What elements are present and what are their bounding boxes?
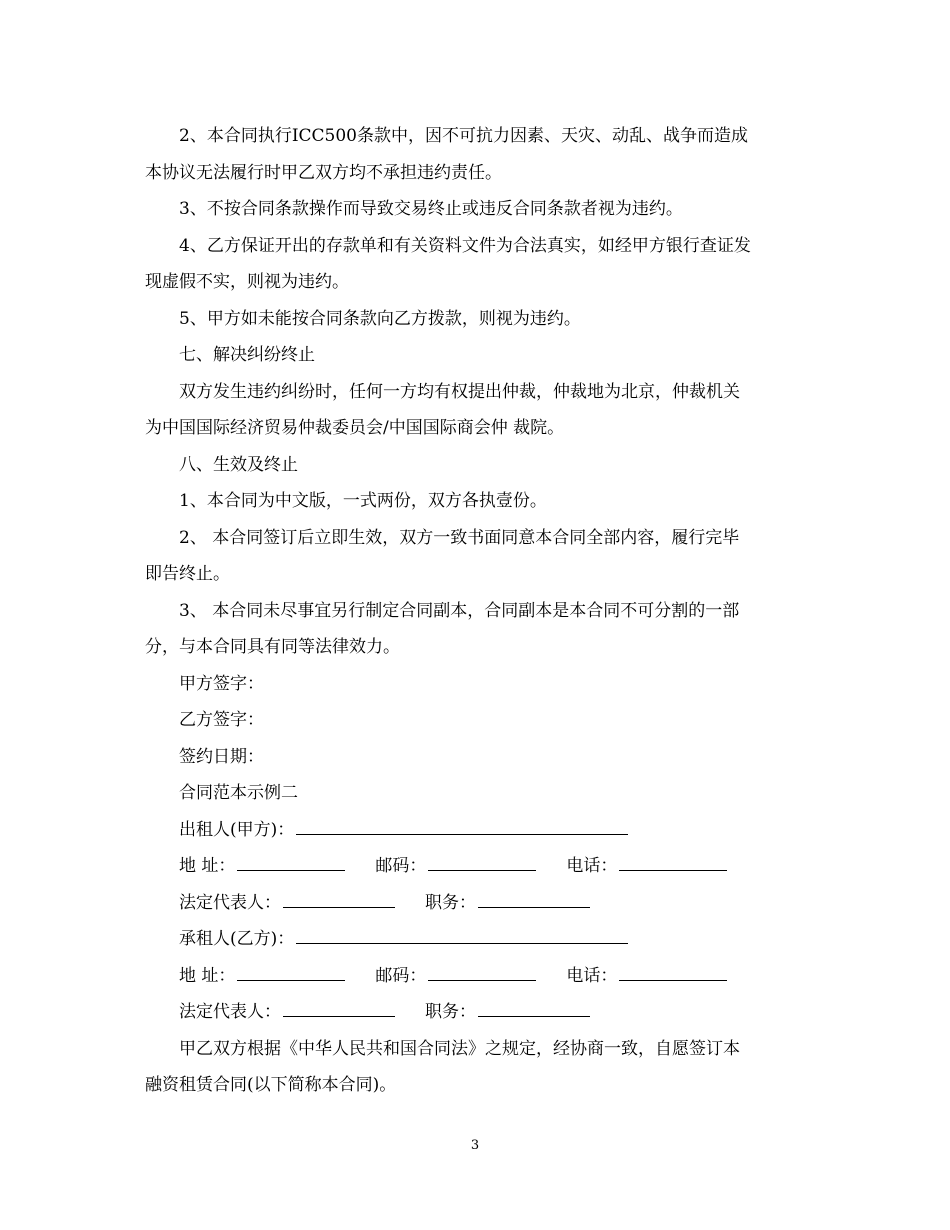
postcode-blank[interactable] [428,856,536,871]
lessee-contact-row [145,958,810,995]
lessor-position-field [425,885,590,922]
party-a-signature-label: 甲方签字： [179,673,264,694]
closing-line-1: 甲乙双方根据《中华人民共和国合同法》之规定，经协商一致，自愿签订本 [179,1038,740,1059]
section-7-heading: 七、解决纠纷终止 [179,345,315,365]
clause-6-4-line-2: 现虚假不实，则视为违约。 [145,272,349,292]
clause-6-2-line-1: 2、本合同执行ICC500条款中，因不可抗力因素、天灾、动乱、战争而造成 [179,126,748,146]
address-label: 地 址： [179,856,236,876]
clause-8-2-line-2: 即告终止。 [145,564,230,584]
clause-8-3-line-2: 分，与本合同具有同等法律效力。 [145,637,400,657]
lessee-phone-field [566,958,727,995]
lessor-blank[interactable] [296,820,628,835]
section-7-text-line-2: 为中国国际经济贸易仲裁委员会/中国国际商会仲 裁院。 [145,418,565,438]
position-blank[interactable] [478,893,590,908]
legal-rep-label: 法定代表人： [179,1002,281,1022]
lessee-label: 承租人(乙方)： [179,929,295,949]
section-8-heading: 八、生效及终止 [179,454,298,475]
lessor-label: 出租人(甲方)： [179,819,295,840]
legal-rep-label: 法定代表人： [179,892,281,913]
position-label: 职务： [425,892,476,913]
phone-blank[interactable] [619,966,727,981]
legal-rep-blank[interactable] [283,893,395,908]
party-b-signature-label: 乙方签字： [179,710,264,730]
lessee-rep-row [145,994,810,1031]
phone-label: 电话： [566,965,618,986]
signing-date-label: 签约日期： [179,746,264,767]
address-blank[interactable] [237,966,345,981]
lessee-address-field [179,958,345,995]
closing-line-2: 融资租赁合同(以下简称本合同)。 [145,1075,397,1095]
clause-8-3-line-1: 3、 本合同未尽事宜另行制定合同副本，合同副本是本合同不可分割的一部 [179,600,740,621]
lessor-rep-row [145,885,810,922]
phone-label: 电话： [566,856,618,876]
lessee-legal-rep-field [179,994,395,1031]
example-2-title: 合同范本示例二 [179,783,298,803]
position-blank[interactable] [478,1002,590,1017]
lessor-row [145,812,810,849]
position-label: 职务： [425,1002,476,1022]
lessee-blank[interactable] [296,929,628,944]
page-number: 3 [470,1138,480,1153]
section-7-text-line-1: 双方发生违约纠纷时，任何一方均有权提出仲裁，仲裁地为北京，仲裁机关 [179,381,740,402]
lessor-phone-field [566,848,727,885]
postcode-blank[interactable] [428,966,536,981]
lessor-contact-row [145,848,810,885]
legal-rep-blank[interactable] [283,1002,395,1017]
phone-blank[interactable] [619,856,727,871]
lessee-position-field [425,994,590,1031]
clause-6-4-line-1: 4、乙方保证开出的存款单和有关资料文件为合法真实，如经甲方银行查证发 [179,235,751,256]
postcode-label: 邮码： [375,965,427,986]
clause-6-5: 5、甲方如未能按合同条款向乙方拨款，则视为违约。 [179,308,581,329]
lessee-row [145,921,810,958]
lessor-address-field [179,848,345,885]
lessor-postcode-field [375,848,536,885]
address-label: 地 址： [179,965,236,986]
clause-6-2-line-2: 本协议无法履行时甲乙双方均不承担违约责任。 [145,162,502,183]
document-body [145,118,810,1104]
clause-6-3: 3、不按合同条款操作而导致交易终止或违反合同条款者视为违约。 [179,199,683,219]
lessee-postcode-field [375,958,536,995]
address-blank[interactable] [237,856,345,871]
postcode-label: 邮码： [375,856,427,876]
clause-8-2-line-1: 2、 本合同签订后立即生效，双方一致书面同意本合同全部内容，履行完毕 [179,527,740,548]
lessor-legal-rep-field [179,885,395,922]
clause-8-1: 1、本合同为中文版，一式两份，双方各执壹份。 [179,491,547,511]
